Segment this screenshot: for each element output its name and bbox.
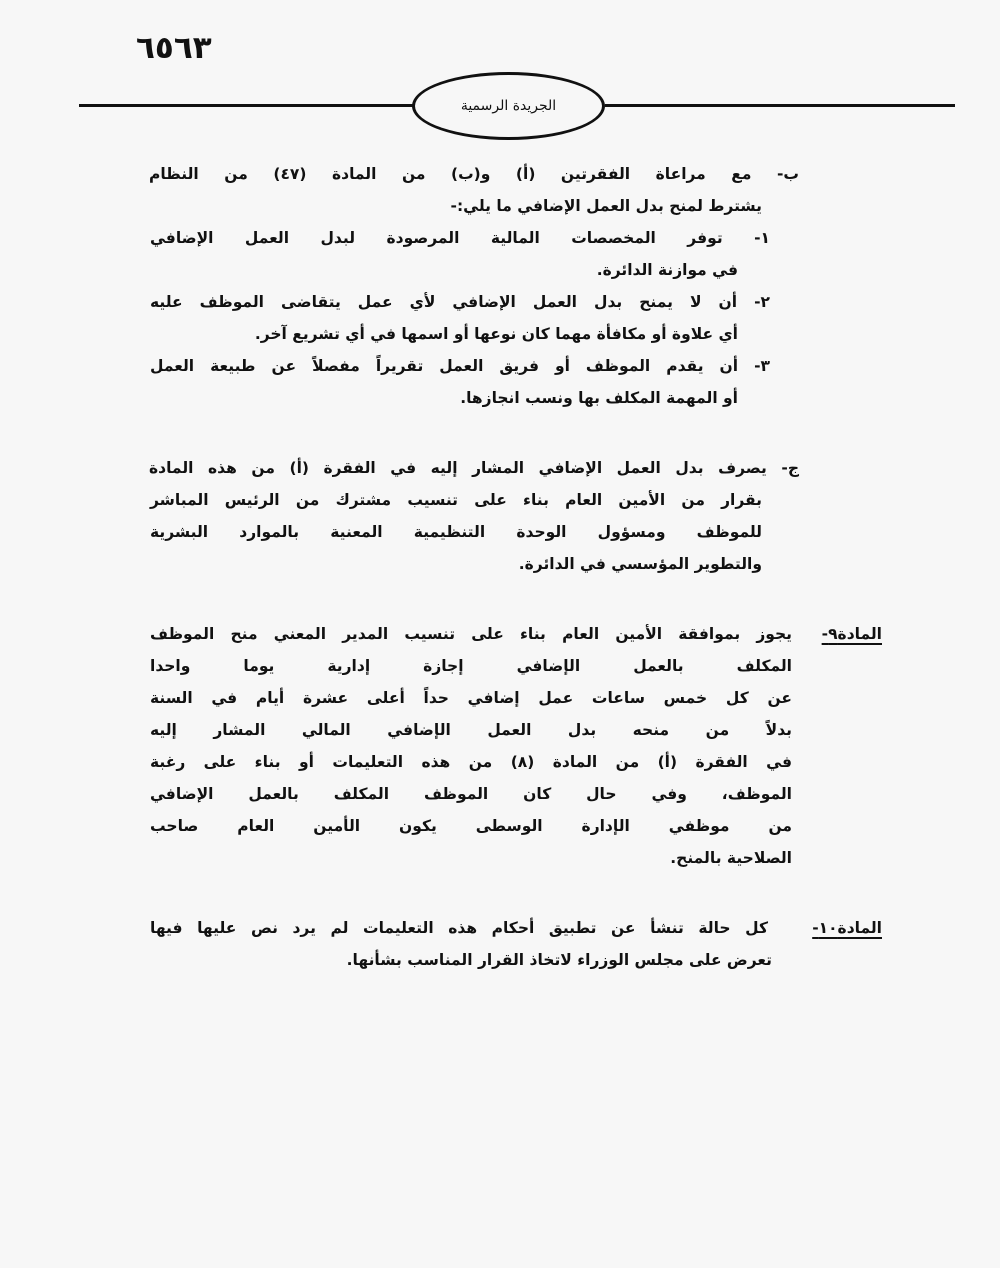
section-c-line: ج- يصرف بدل العمل الإضافي المشار إليه في الفقرة (أ) من هذه المادة [149, 459, 799, 477]
section-b-line: ٢- أن لا يمنح بدل العمل الإضافي لأي عمل يتقاضى الموظف عليه [150, 293, 770, 311]
section-c-line: بقرار من الأمين العام بناء على تنسيب مشترك من الرئيس المباشر [150, 491, 762, 509]
section-b-line: ١- توفر المخصصات المالية المرصودة لبدل العمل الإضافي [150, 229, 770, 247]
article-9-line: الموظف، وفي حال كان الموظف المكلف بالعمل الإضافي [150, 785, 792, 803]
header-line-left [79, 104, 414, 107]
article-9-line: في الفقرة (أ) من المادة (٨) من هذه التعليمات أو بناء على رغبة [150, 753, 793, 771]
section-b-line: ٣- أن يقدم الموظف أو فريق العمل تقريراً مفصلاً عن طبيعة العمل [150, 357, 770, 375]
article-10-label: المادة١٠- [812, 919, 882, 937]
section-b-line: في موازنة الدائرة. [596, 261, 738, 279]
section-b-line: يشترط لمنح بدل العمل الإضافي ما يلي:- [450, 197, 762, 215]
header-title: الجريدة الرسمية [460, 98, 557, 114]
article-9-line: بدلاً من منحه بدل العمل الإضافي المالي المشار إليه [150, 721, 792, 739]
article-9-line: المكلف بالعمل الإضافي إجازة إدارية يوما واحدا [150, 657, 792, 675]
article-9-line: الصلاحية بالمنح. [670, 849, 792, 867]
header-oval [412, 72, 605, 140]
page-number: ٦٥٦٣ [136, 30, 212, 66]
article-10-line: تعرض على مجلس الوزراء لاتخاذ القرار المناسب بشأنها. [346, 951, 772, 969]
section-c-line: للموظف ومسؤول الوحدة التنظيمية المعنية بالموارد البشرية [150, 523, 762, 541]
article-9-line: يجوز بموافقة الأمين العام بناء على تنسيب المدير المعني منح الموظف [150, 625, 792, 643]
article-9-line: من موظفي الإدارة الوسطى يكون الأمين العام صاحب [150, 817, 792, 835]
header-line-right [605, 104, 955, 107]
article-10-line: كل حالة تنشأ عن تطبيق أحكام هذه التعليمات لم يرد نص عليها فيها [150, 919, 768, 937]
article-9-label: المادة٩- [821, 625, 882, 643]
section-c-line: والتطوير المؤسسي في الدائرة. [518, 555, 762, 573]
section-b-line: ب- مع مراعاة الفقرتين (أ) و(ب) من المادة (٤٧) من النظام [149, 165, 800, 183]
section-b-line: أي علاوة أو مكافأة مهما كان نوعها أو اسمها في أي تشريع آخر. [254, 325, 738, 343]
section-b-line: أو المهمة المكلف بها ونسب انجازها. [460, 389, 738, 407]
article-9-line: عن كل خمس ساعات عمل إضافي حداً أعلى عشرة أيام في السنة [150, 689, 792, 707]
